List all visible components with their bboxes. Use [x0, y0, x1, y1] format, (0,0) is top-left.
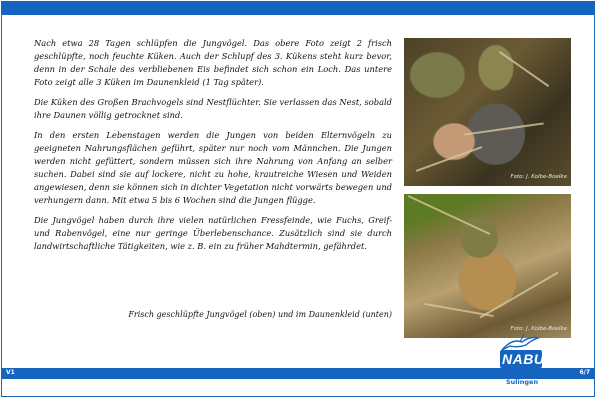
page-number: 6/7: [579, 369, 590, 376]
photo-credit-top: Foto: J. Kolbe-Boelke: [510, 174, 567, 180]
paragraph-threats: Die Jungvögel haben durch ihre vielen natürlichen Fressfeinde, wie Fuchs, Greif- und Rabenvögel, eine nur geringe Überlebenschance. Zusätzlich sind sie durch landwirtschaftliche Tätigkeiten, wie z. B. ein zu früher Mahdtermin, gefährdet.: [34, 215, 392, 251]
top-bar: [2, 2, 594, 15]
nabu-logo: [482, 338, 566, 392]
photo-downy-chicks: [404, 194, 571, 338]
body-text: [34, 37, 392, 260]
photo-caption: Frisch geschlüpfte Jungvögel (oben) und im Daunenkleid (unten): [128, 310, 392, 319]
paragraph-hatching: Nach etwa 28 Tagen schlüpfen die Jungvögel. Das obere Foto zeigt 2 frisch geschlüpfte, noch feuchte Küken. Auch der Schlupf des 3. Kükens steht kurz bevor, denn in der Schale des verbliebenen Eis befindet sich schon ein Loch. Das untere Foto zeigt alle 3 Küken im Daunenkleid (1 Tag später).: [34, 38, 392, 87]
logo-name: NABU: [502, 351, 545, 367]
photo-hatching-chicks: [404, 38, 571, 186]
paragraph-feeding: In den ersten Lebenstagen werden die Jungen von beiden Elternvögeln zu geeigneten Nahrungsflächen geführt, später nur noch vom Männchen. Die Jungen werden nicht gefüttert, sondern müssen sich ihre Nahrung von Anfang an selber suchen. Dabei sind sie auf lockere, nicht zu hohe, krautreiche Wiesen und Weiden angewiesen, denn sie können sich in dichter Vegetation nicht vorwärts bewegen und verhungern dann. Mit etwa 5 bis 6 Wochen sind die Jungen flügge.: [34, 130, 392, 205]
photo-credit-bottom: Foto: J. Kolbe-Boelke: [510, 326, 567, 332]
left-mark: V1: [6, 369, 15, 376]
paragraph-nidifugous: Die Küken des Großen Brachvogels sind Nestflüchter. Sie verlassen das Nest, sobald ihre Daunen völlig getrocknet sind.: [34, 97, 392, 120]
logo-location: Sulingen: [506, 378, 539, 386]
